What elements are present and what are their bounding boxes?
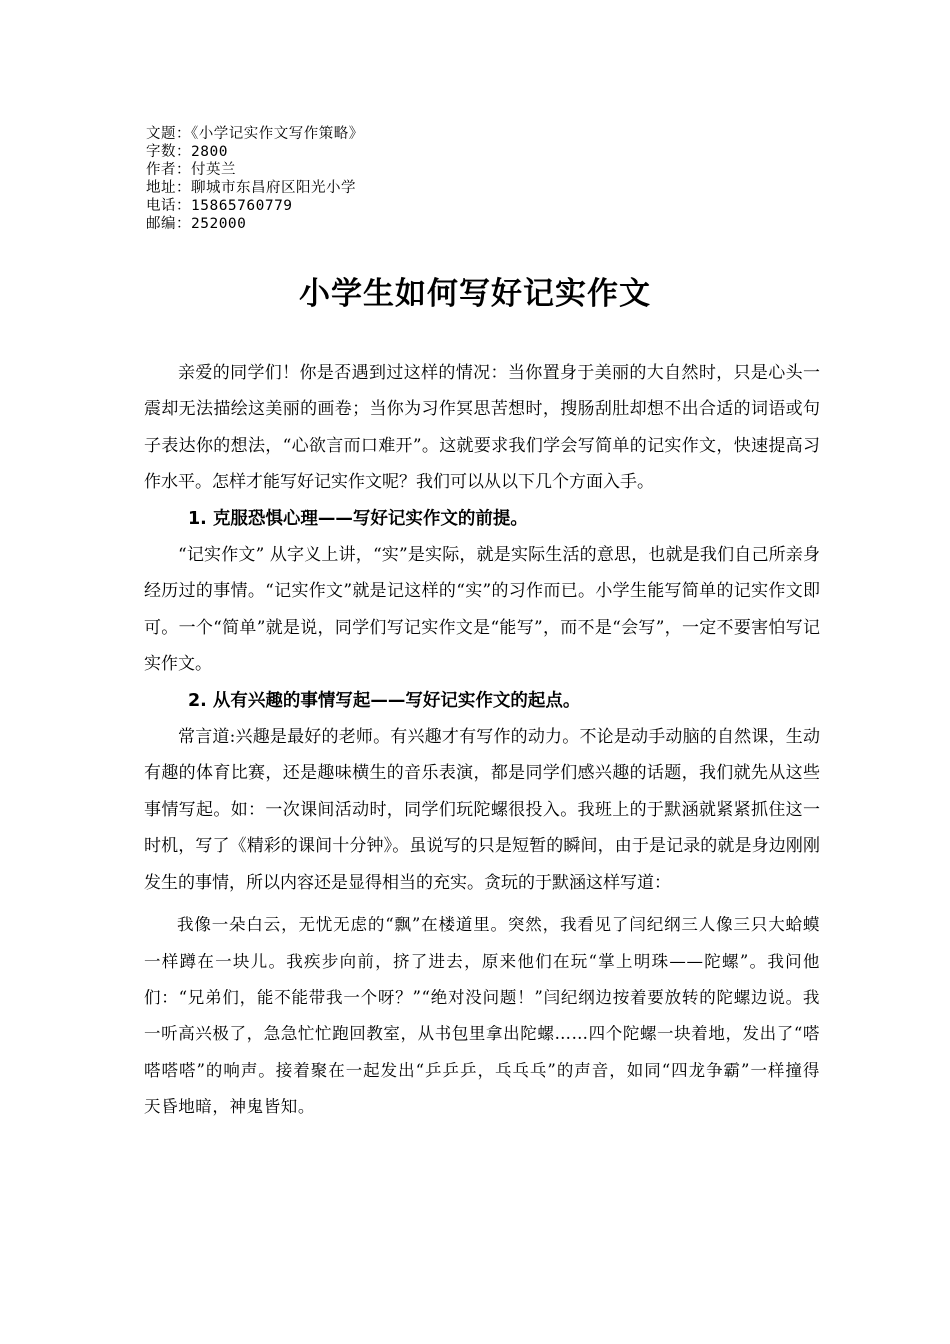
meta-author: 作者：付英兰: [146, 162, 236, 178]
intro-paragraph: 亲爱的同学们！你是否遇到过这样的情况：当你置身于美丽的大自然时，只是心头一震却无法描绘这美丽的画卷；当你为习作冥思苦想时，搜肠刮肚却想不出合适的词语或句子表达你的想法，“心欲言而口难开”。这就要求我们学会写简单的记实作文，快速提高习作水平。怎样才能写好记实作文呢？我们可以从以下几个方面入手。: [144, 363, 820, 493]
meta-address: 地址：聊城市东昌府区阳光小学: [146, 180, 356, 196]
article-meta-block: [146, 125, 646, 233]
section-1-paragraph: “记实作文” 从字义上讲，“实”是实际，就是实际生活的意思，也就是我们自己所亲身经历过的事情。“记实作文”就是记这样的“实”的习作而已。小学生能写简单的记实作文即可。一个“简单”就是说，同学们写记实作文是“能写”，而不是“会写”，一定不要害怕写记实作文。: [144, 545, 820, 675]
meta-word-count: 字数：2800: [146, 144, 228, 160]
document-title: 小学生如何写好记实作文: [299, 276, 651, 312]
student-excerpt-paragraph: 我像一朵白云，无忧无虑的“飘”在楼道里。突然，我看见了闫纪纲三人像三只大蛤蟆一样蹲在一块儿。我疾步向前，挤了进去，原来他们在玩“掌上明珠——陀螺”。我问他们：“兄弟们，能不能带我一个呀？”“绝对没问题！”闫纪纲边按着要放转的陀螺边说。我一听高兴极了，急急忙忙跑回教室，从书包里拿出陀螺……四个陀螺一块着地，发出了“嗒嗒嗒嗒”的响声。接着聚在一起发出“乒乒乒，乓乓乓”的声音，如同“四龙争霸”一样撞得天昏地暗，神鬼皆知。: [144, 915, 820, 1117]
meta-postcode: 邮编：252000: [146, 216, 247, 232]
section-heading-2: 2. 从有兴趣的事情写起——写好记实作文的起点。: [188, 690, 581, 711]
meta-phone: 电话：15865760779: [146, 198, 293, 214]
document-body: [144, 355, 820, 1126]
section-heading-1: 1. 克服恐惧心理——写好记实作文的前提。: [188, 508, 528, 529]
meta-topic: 文题：《小学记实作文写作策略》: [146, 126, 364, 142]
section-2-paragraph: 常言道:兴趣是最好的老师。有兴趣才有写作的动力。不论是动手动脑的自然课，生动有趣的体育比赛，还是趣味横生的音乐表演，都是同学们感兴趣的话题，我们就先从这些事情写起。如：一次课间活动时，同学们玩陀螺很投入。我班上的于默涵就紧紧抓住这一时机，写了《精彩的课间十分钟》。虽说写的只是短暂的瞬间，由于是记录的就是身边刚刚发生的事情，所以内容还是显得相当的充实。贪玩的于默涵这样写道：: [144, 727, 820, 893]
